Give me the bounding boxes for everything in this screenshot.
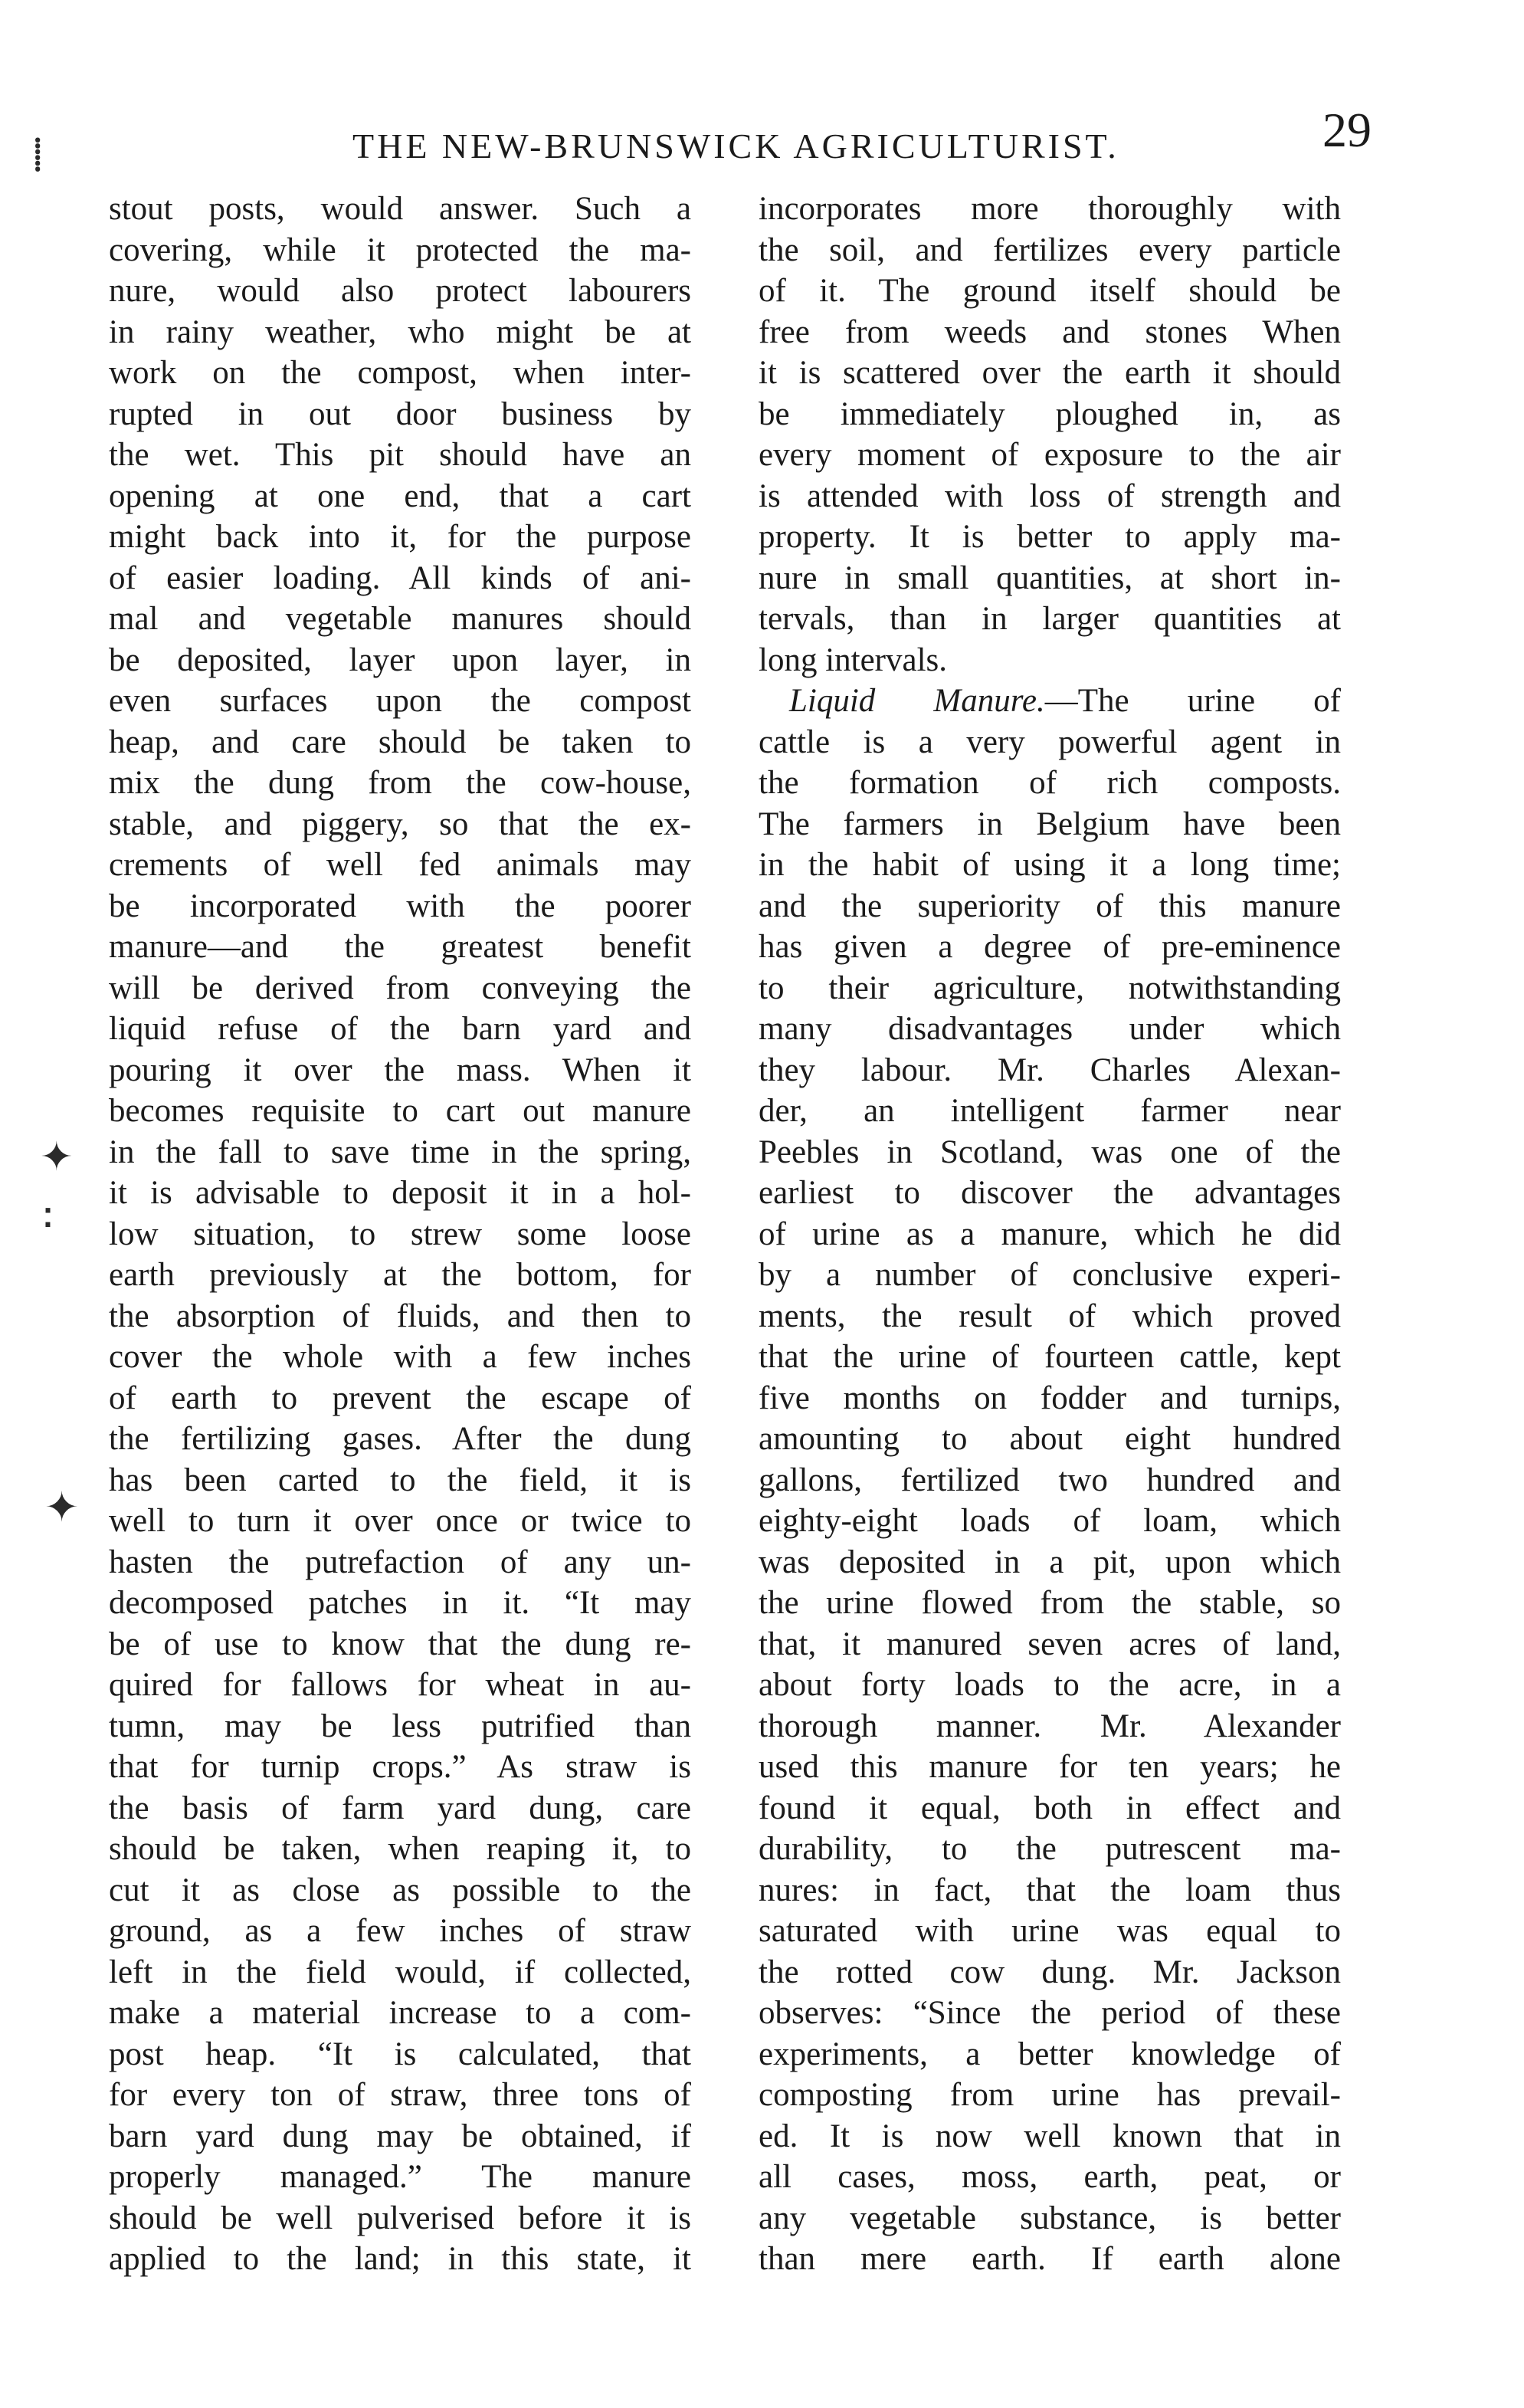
running-title: THE NEW-BRUNSWICK AGRICULTURIST. [352, 126, 1119, 166]
text-line: mal and vegetable manures should [109, 601, 691, 637]
text-line: mix the dung from the cow-house, [109, 765, 691, 801]
text-line: the wet. This pit should have an [109, 437, 691, 473]
text-line: that, it manured seven acres of land, [759, 1626, 1341, 1662]
text-line: crements of well fed animals may [109, 847, 691, 883]
text-line: applied to the land; in this state, it [109, 2241, 691, 2277]
text-line: nure in small quantities, at short in- [759, 559, 1341, 596]
text-line: The farmers in Belgium have been [759, 805, 1341, 842]
text-line: hasten the putrefaction of any un- [109, 1544, 691, 1580]
running-header [115, 103, 1372, 179]
text-line: properly managed.” The manure [109, 2159, 691, 2195]
section-heading-continuation: —The urine of [1044, 683, 1341, 719]
text-line: the soil, and fertilizes every particle [759, 231, 1341, 268]
text-line: should be taken, when reaping it, to [109, 1831, 691, 1867]
text-line: cover the whole with a few inches [109, 1339, 691, 1375]
text-line: be deposited, layer upon layer, in [109, 641, 691, 678]
text-line: than mere earth. If earth alone [759, 2241, 1341, 2277]
text-line: decomposed patches in it. “It may [109, 1585, 691, 1621]
text-line: experiments, a better knowledge of [759, 2036, 1341, 2072]
text-line: all cases, moss, earth, peat, or [759, 2159, 1341, 2195]
text-line: heap, and care should be taken to [109, 723, 691, 760]
text-line: liquid refuse of the barn yard and [109, 1011, 691, 1047]
text-line: earth previously at the bottom, for [109, 1257, 691, 1293]
text-line: incorporates more thoroughly with [759, 191, 1341, 227]
text-line: property. It is better to apply ma- [759, 519, 1341, 555]
text-line: might back into it, for the purpose [109, 519, 691, 555]
text-line: becomes requisite to cart out manure [109, 1093, 691, 1129]
text-line: will be derived from conveying the [109, 969, 691, 1006]
text-line: eighty-eight loads of loam, which [759, 1503, 1341, 1539]
text-line: pouring it over the mass. When it [109, 1051, 691, 1088]
text-line: of earth to prevent the escape of [109, 1380, 691, 1416]
text-column-right [759, 189, 1341, 2280]
text-line: in rainy weather, who might be at [109, 313, 691, 350]
text-line: make a material increase to a com- [109, 1995, 691, 2031]
text-line: ed. It is now well known that in [759, 2118, 1341, 2154]
text-line: long intervals. [759, 641, 948, 678]
text-line: to their agriculture, notwithstanding [759, 969, 1341, 1006]
text-line: amounting to about eight hundred [759, 1421, 1341, 1457]
text-line: be of use to know that the dung re- [109, 1626, 691, 1662]
text-line: the rotted cow dung. Mr. Jackson [759, 1954, 1341, 1990]
page-number: 29 [1322, 103, 1372, 157]
text-line: nures: in fact, that the loam thus [759, 1872, 1341, 1908]
text-line: stable, and piggery, so that the ex- [109, 805, 691, 842]
text-line: work on the compost, when inter- [109, 355, 691, 391]
text-line: covering, while it protected the ma- [109, 231, 691, 268]
text-line: by a number of conclusive experi- [759, 1257, 1341, 1293]
text-line: has been carted to the field, it is [109, 1462, 691, 1498]
text-line: even surfaces upon the compost [109, 683, 691, 719]
text-line: quired for fallows for wheat in au- [109, 1667, 691, 1703]
text-line: be immediately ploughed in, as [759, 395, 1341, 432]
text-line: tumn, may be less putrified than [109, 1708, 691, 1744]
text-line: the absorption of fluids, and then to [109, 1297, 691, 1334]
text-line: the basis of farm yard dung, care [109, 1790, 691, 1826]
text-line: der, an intelligent farmer near [759, 1093, 1341, 1129]
text-line: the formation of rich composts. [759, 765, 1341, 801]
text-line: in the habit of using it a long time; [759, 847, 1341, 883]
text-line: composting from urine has prevail- [759, 2077, 1341, 2113]
margin-blemish: ✦ [40, 1134, 74, 1180]
text-line: stout posts, would answer. Such a [109, 191, 691, 227]
text-line: and the superiority of this manure [759, 887, 1341, 924]
text-line: should be well pulverised before it is [109, 2200, 691, 2236]
text-line: of urine as a manure, which he did [759, 1215, 1341, 1252]
text-line: well to turn it over once or twice to [109, 1503, 691, 1539]
text-line: cut it as close as possible to the [109, 1872, 691, 1908]
text-line: nure, would also protect labourers [109, 273, 691, 309]
margin-blemish: ⸽ [34, 137, 42, 172]
text-line: the urine flowed from the stable, so [759, 1585, 1341, 1621]
section-heading-line [759, 681, 1341, 722]
margin-blemish: ✦ [44, 1483, 80, 1531]
text-line: in the fall to save time in the spring, [109, 1133, 691, 1170]
text-line: earliest to discover the advantages [759, 1175, 1341, 1211]
text-line: thorough manner. Mr. Alexander [759, 1708, 1341, 1744]
text-line: barn yard dung may be obtained, if [109, 2118, 691, 2154]
section-heading: Liquid Manure. [789, 683, 1045, 719]
text-line: they labour. Mr. Charles Alexan- [759, 1051, 1341, 1088]
text-line: saturated with urine was equal to [759, 1913, 1341, 1949]
text-line: found it equal, both in effect and [759, 1790, 1341, 1826]
text-line: every moment of exposure to the air [759, 437, 1341, 473]
text-line: of it. The ground itself should be [759, 273, 1341, 309]
text-line: Peebles in Scotland, was one of the [759, 1133, 1341, 1170]
text-line: post heap. “It is calculated, that [109, 2036, 691, 2072]
text-line: that the urine of fourteen cattle, kept [759, 1339, 1341, 1375]
text-line: it is advisable to deposit it in a hol- [109, 1175, 691, 1211]
text-column-left [109, 189, 691, 2280]
text-line: many disadvantages under which [759, 1011, 1341, 1047]
text-line: is attended with loss of strength and [759, 477, 1341, 514]
text-line: durability, to the putrescent ma- [759, 1831, 1341, 1867]
text-line: used this manure for ten years; he [759, 1749, 1341, 1785]
text-line: for every ton of straw, three tons of [109, 2077, 691, 2113]
text-line: ground, as a few inches of straw [109, 1913, 691, 1949]
text-line: of easier loading. All kinds of ani- [109, 559, 691, 596]
text-line: tervals, than in larger quantities at [759, 601, 1341, 637]
text-line: has given a degree of pre-eminence [759, 929, 1341, 965]
text-line: the fertilizing gases. After the dung [109, 1421, 691, 1457]
text-line: left in the field would, if collected, [109, 1954, 691, 1990]
text-line: that for turnip crops.” As straw is [109, 1749, 691, 1785]
text-line: be incorporated with the poorer [109, 887, 691, 924]
text-line: low situation, to strew some loose [109, 1215, 691, 1252]
text-line: manure—and the greatest benefit [109, 929, 691, 965]
text-line: opening at one end, that a cart [109, 477, 691, 514]
margin-blemish: ⁚ [43, 1203, 53, 1234]
text-line: about forty loads to the acre, in a [759, 1667, 1341, 1703]
text-line: rupted in out door business by [109, 395, 691, 432]
text-line: free from weeds and stones When [759, 313, 1341, 350]
text-line: any vegetable substance, is better [759, 2200, 1341, 2236]
text-line: was deposited in a pit, upon which [759, 1544, 1341, 1580]
text-line: five months on fodder and turnips, [759, 1380, 1341, 1416]
text-line: it is scattered over the earth it should [759, 355, 1341, 391]
text-line: ments, the result of which proved [759, 1297, 1341, 1334]
text-line: cattle is a very powerful agent in [759, 723, 1341, 760]
text-line: gallons, fertilized two hundred and [759, 1462, 1341, 1498]
text-line: observes: “Since the period of these [759, 1995, 1341, 2031]
